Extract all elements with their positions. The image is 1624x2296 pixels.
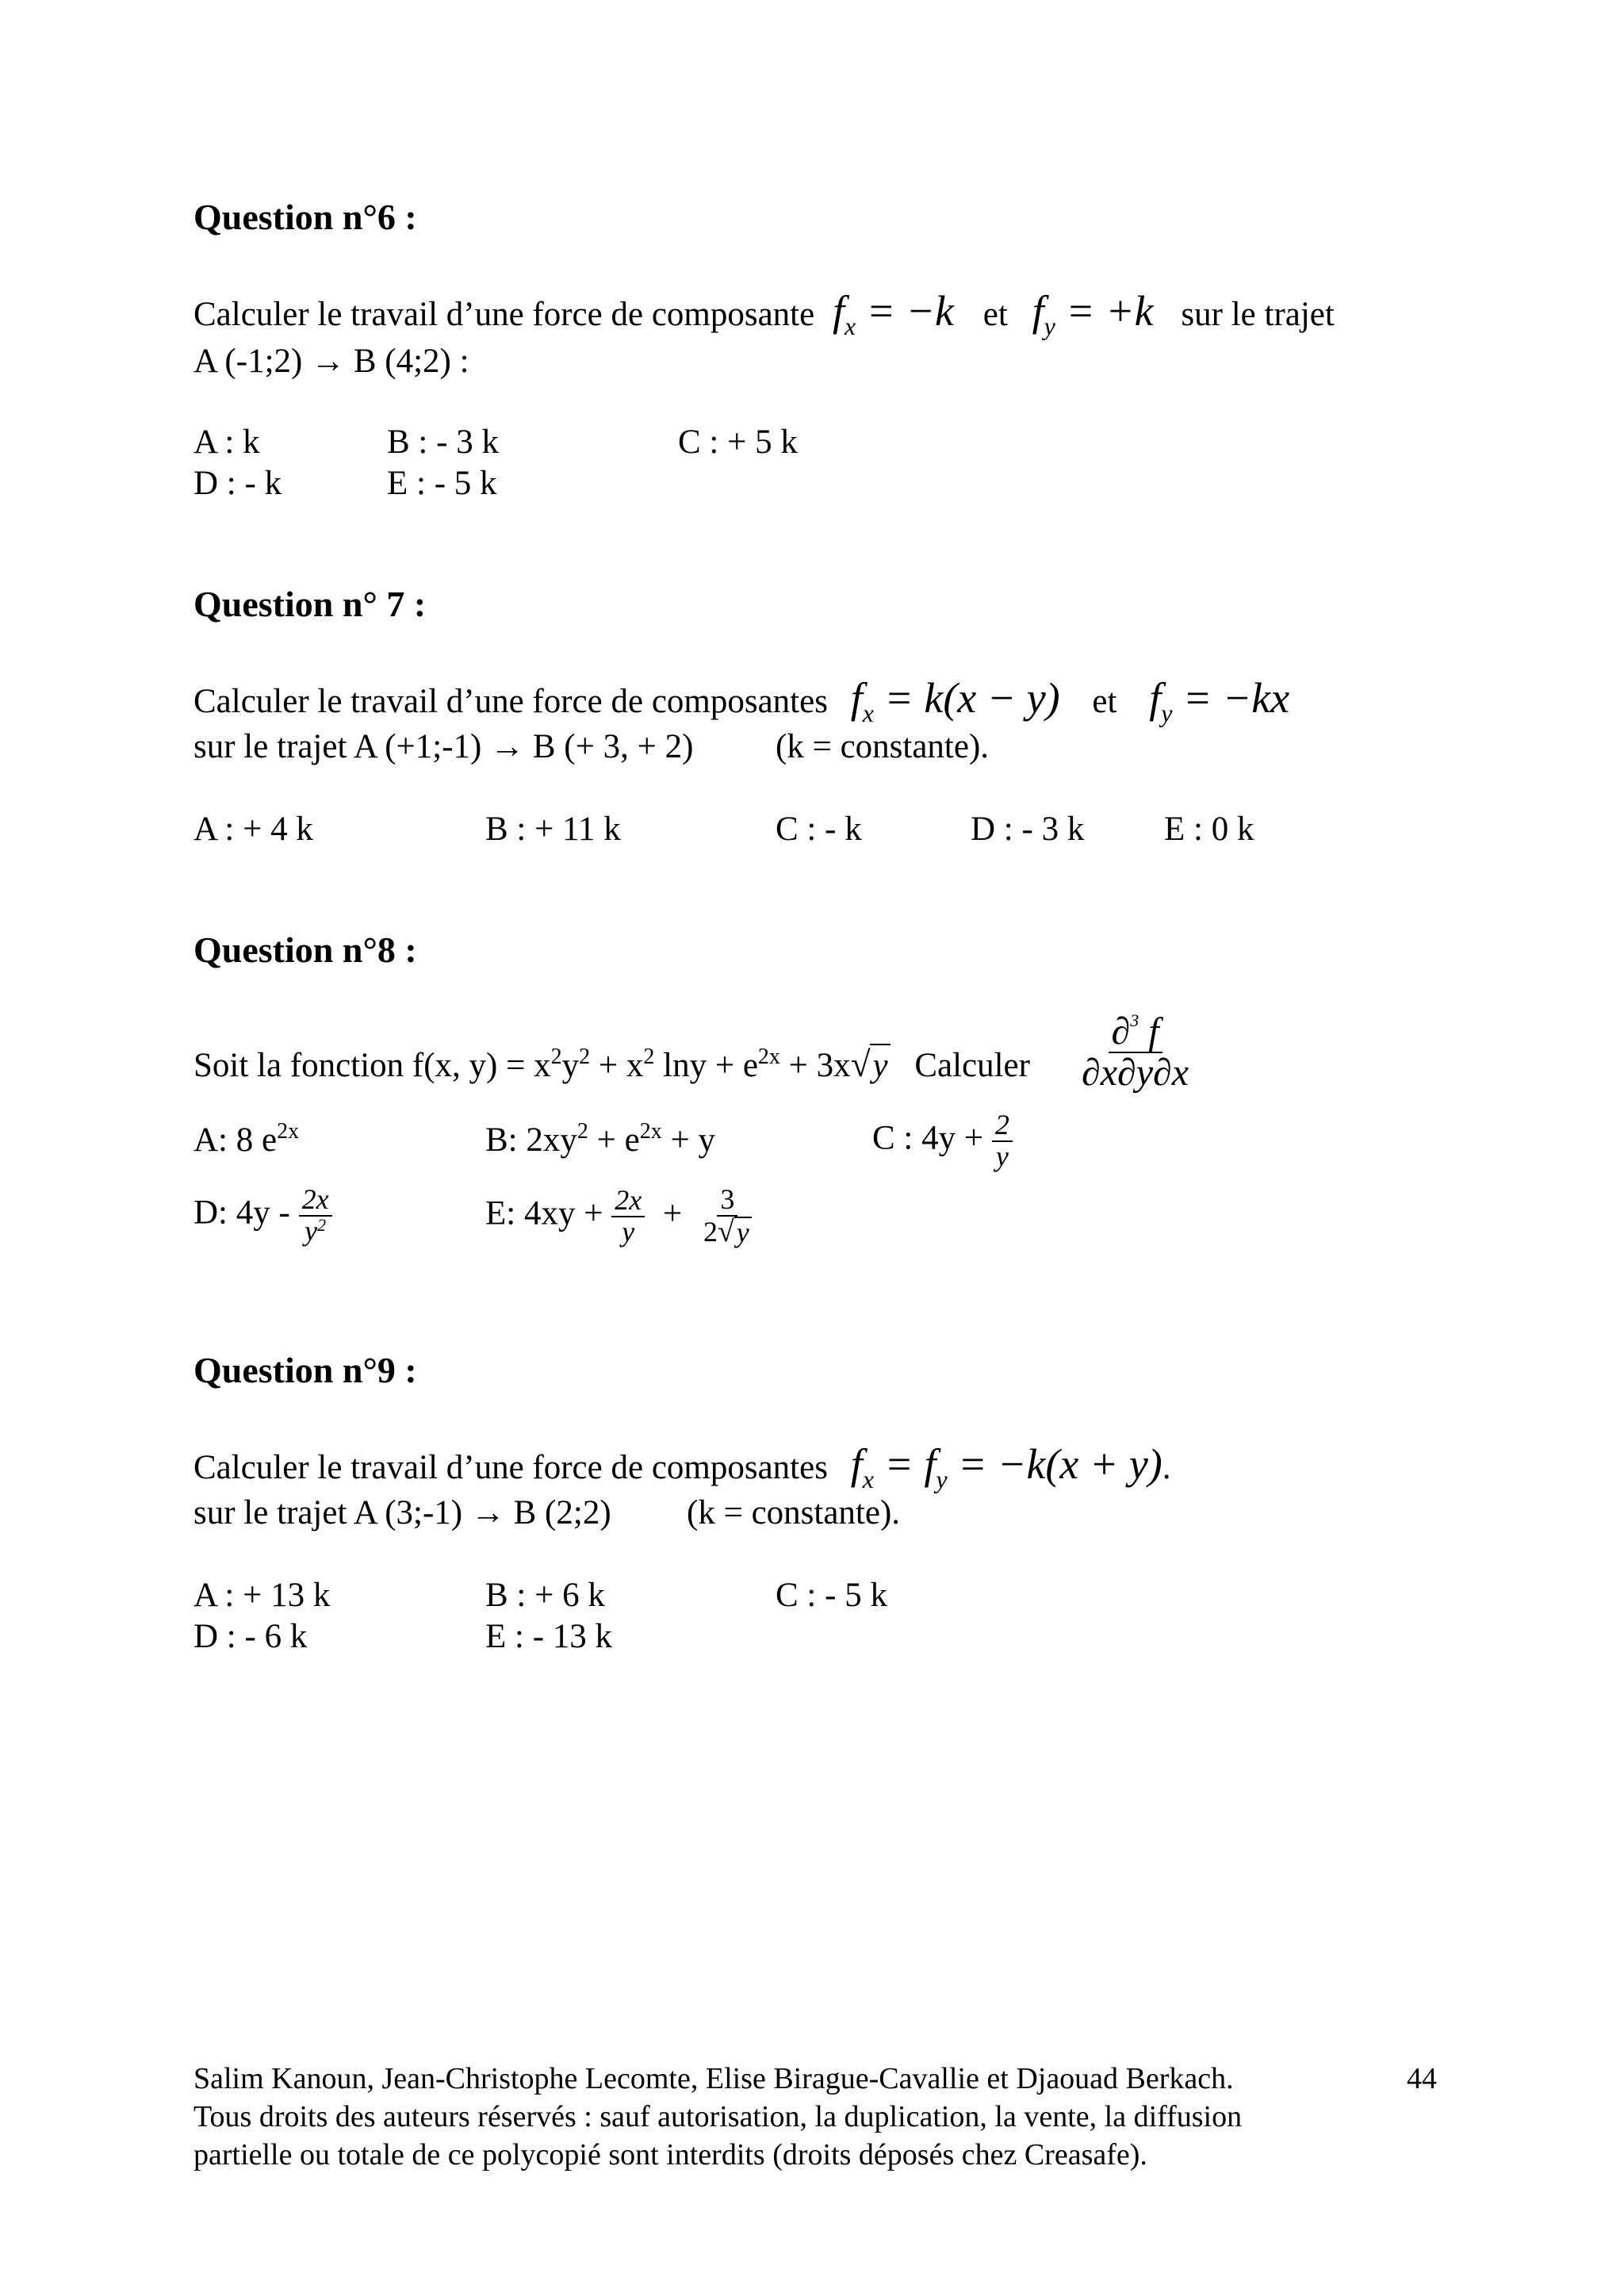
answer-b: B : - 3 k [387, 424, 499, 461]
answer-b: B: $2xy^2 + e^{2x} + y$ [485, 1119, 715, 1159]
constant-note: (k = constante). [687, 1494, 901, 1531]
question-7-statement-line1 [193, 674, 1290, 734]
question-6-title: Question n°6 : [193, 197, 417, 237]
answer-c: C : 4y + $\frac{2}{y}$ [872, 1110, 1013, 1172]
statement-text: Calculer le travail d’une force de composantes [193, 683, 828, 720]
statement-text: Calculer le travail d’une force de composante [193, 296, 815, 333]
question-8-title: Question n°8 : [193, 930, 417, 970]
answer-e: E: 4xy + $\frac{2x}{y}$ + 3 2 √ y [485, 1185, 755, 1248]
formula-fx-fy: $f_x = f_y = -k(x + y)$ [850, 1440, 1162, 1493]
question-9-statement-line2: sur le trajet A (3;-1) → B (2;2) [193, 1494, 611, 1531]
conjunction: et [982, 296, 1008, 333]
answer-c: C : - 5 k [776, 1577, 887, 1614]
answer-d: D : - 6 k [193, 1618, 308, 1655]
answer-a: A: 8 $e^{2x}$ [193, 1119, 300, 1159]
statement-text: Calculer le travail d’une force de composantes [193, 1449, 828, 1486]
question-6-statement-line2: A (-1;2) → B (4;2) : [193, 343, 469, 380]
answer-e: E : - 13 k [485, 1618, 613, 1655]
calculate-label: Calculer [914, 1047, 1030, 1084]
answer-d: D: 4y - $\frac{2x}{y^2}$ [193, 1185, 332, 1247]
partial-derivative: $\frac{\partial^3 f}{\partial x\partial y\partial x}$ [1082, 1010, 1189, 1094]
question-6-statement-line1 [193, 287, 1335, 347]
answer-c: C : - k [776, 811, 862, 848]
answer-a: A : + 13 k [193, 1577, 331, 1614]
question-7-title: Question n° 7 : [193, 584, 427, 624]
answer-a: A : + 4 k [193, 811, 313, 848]
question-7-statement-line2: sur le trajet A (+1;-1) → B (+ 3, + 2) [193, 728, 694, 765]
answer-e: E : - 5 k [387, 465, 497, 502]
footer-authors: Salim Kanoun, Jean-Christophe Lecomte, Elise Birague-Cavallie et Djaouad Berkach. [193, 2062, 1234, 2095]
footer-copyright-line1: Tous droits des auteurs réservés : sauf autorisation, la duplication, la vente, la diffusion [193, 2100, 1243, 2133]
formula-fx: $f_x = -k$ [832, 287, 955, 340]
question-9-statement-line1: Calculer le travail d’une force de composantes $f_x = f_y = -k(x + y)$. [193, 1440, 1171, 1493]
question-8-function: Soit la fonction f(x, $y) = x^2y^2 + x^2$ $\ln y + e^{2x} + 3x$ √ y Calculer [193, 1044, 1030, 1087]
answer-d: D : - 3 k [971, 811, 1085, 848]
constant-note: (k = constante). [776, 728, 990, 765]
statement-text: sur le trajet [1181, 296, 1335, 333]
answer-b: B : + 6 k [485, 1577, 605, 1614]
formula-fy: $f_y = +k$ [1032, 287, 1154, 340]
answer-b: B : + 11 k [485, 811, 621, 848]
answer-a: A : k [193, 424, 260, 461]
formula-fy: $f_y = -kx$ [1149, 674, 1290, 727]
formula-fx: $f_x = k(x - y)$ [850, 674, 1060, 727]
square-root: √ y [851, 1044, 891, 1087]
answer-c: C : + 5 k [678, 424, 798, 461]
footer-copyright-line2: partielle ou totale de ce polycopié sont interdits (droits déposés chez Creasafe). [193, 2138, 1147, 2171]
page-number: 44 [1407, 2062, 1437, 2095]
conjunction: et [1092, 683, 1117, 720]
answer-e: E : 0 k [1164, 811, 1254, 848]
answer-d: D : - k [193, 465, 282, 502]
question-9-title: Question n°9 : [193, 1350, 417, 1390]
